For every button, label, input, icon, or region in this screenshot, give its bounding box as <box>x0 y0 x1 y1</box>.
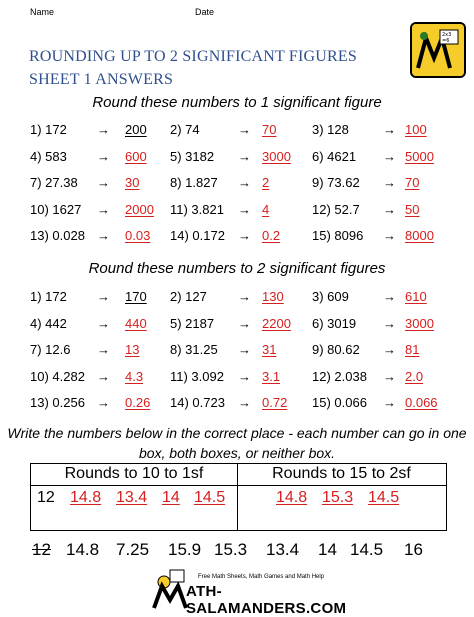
salamander-logo-icon <box>410 22 466 78</box>
question: 8) 1.827 <box>170 175 218 190</box>
question: 15) 8096 <box>312 228 364 243</box>
question: 10) 4.282 <box>30 368 85 384</box>
number-item: 14.8 <box>66 540 100 559</box>
question: 11) 3.821 <box>170 201 224 217</box>
question: 9) 80.62 <box>312 342 360 357</box>
answer: 2200 <box>262 315 291 331</box>
arrow-icon: → <box>97 201 110 217</box>
arrow-icon: → <box>238 122 251 137</box>
svg-text:=6: =6 <box>442 38 450 44</box>
arrow-icon: → <box>97 228 110 243</box>
box-left-answer: 13.4 <box>116 489 148 506</box>
answer: 70 <box>405 175 420 190</box>
answer: 0.26 <box>125 395 151 410</box>
box-right-answer: 14.8 <box>276 489 308 506</box>
arrow-icon: → <box>238 315 251 331</box>
answer: 4 <box>262 201 270 217</box>
arrow-icon: → <box>97 342 110 357</box>
answer: 8000 <box>405 228 434 243</box>
answer: 4.3 <box>125 368 144 384</box>
arrow-icon: → <box>383 148 396 164</box>
answer: 2000 <box>125 201 154 217</box>
section1-heading: Round these numbers to 1 significant figure <box>92 94 382 111</box>
question: 13) 0.256 <box>30 395 85 410</box>
answer: 3000 <box>262 148 291 164</box>
answer: 600 <box>125 148 147 164</box>
answer: 0.066 <box>405 395 438 410</box>
arrow-icon: → <box>383 342 396 357</box>
answer: 100 <box>405 122 427 137</box>
question: 4) 583 <box>30 148 67 164</box>
number-item: 13.4 <box>266 540 300 559</box>
svg-text:2x3: 2x3 <box>442 32 452 38</box>
arrow-icon: → <box>238 175 251 190</box>
question: 14) 0.723 <box>170 395 225 410</box>
answer: 0.03 <box>125 228 151 243</box>
arrow-icon: → <box>97 368 110 384</box>
question: 5) 3182 <box>170 148 215 164</box>
number-item: 15.9 <box>168 540 202 559</box>
arrow-icon: → <box>238 148 251 164</box>
box-right-answer: 14.5 <box>368 489 400 506</box>
number-item: 16 <box>404 540 423 559</box>
page-title: ROUNDING UP TO 2 SIGNIFICANT FIGURES <box>29 48 357 65</box>
box-left-answer: 14 <box>162 489 180 506</box>
question: 5) 2187 <box>170 315 215 331</box>
number-item: 7.25 <box>116 540 150 559</box>
answer: 200 <box>125 122 147 137</box>
box-left-title: Rounds to 10 to 1sf <box>64 465 204 482</box>
arrow-icon: → <box>97 148 110 164</box>
number-item: 12 <box>32 540 51 559</box>
arrow-icon: → <box>238 228 251 243</box>
footer-brand: ATH-SALAMANDERS.COM <box>186 583 347 617</box>
answer: 170 <box>125 289 147 304</box>
question: 13) 0.028 <box>30 228 85 243</box>
arrow-icon: → <box>383 315 396 331</box>
answer: 30 <box>125 175 140 190</box>
arrow-icon: → <box>383 368 396 384</box>
arrow-icon: → <box>97 289 110 304</box>
page-subtitle: SHEET 1 ANSWERS <box>29 71 174 88</box>
question: 6) 4621 <box>312 148 357 164</box>
instructions-line1: Write the numbers below in the correct place - each number can go in one <box>7 425 467 441</box>
question: 15) 0.066 <box>312 395 367 410</box>
answer: 3000 <box>405 315 434 331</box>
answer: 610 <box>405 289 427 304</box>
box-right-title: Rounds to 15 to 2sf <box>272 465 411 482</box>
question: 2) 127 <box>170 289 207 304</box>
arrow-icon: → <box>97 315 110 331</box>
number-item: 14.5 <box>350 540 384 559</box>
number-item: 14 <box>318 540 337 559</box>
answer: 3.1 <box>262 368 281 384</box>
question: 6) 3019 <box>312 315 357 331</box>
question: 2) 74 <box>170 122 200 137</box>
question: 1) 172 <box>30 289 67 304</box>
arrow-icon: → <box>238 395 251 410</box>
arrow-icon: → <box>238 368 251 384</box>
question: 12) 52.7 <box>312 201 360 217</box>
box-left-first: 12 <box>37 489 55 506</box>
box-right-answer: 15.3 <box>322 489 354 506</box>
footer-logo <box>150 568 347 617</box>
arrow-icon: → <box>238 342 251 357</box>
question: 1) 172 <box>30 122 67 137</box>
answer: 440 <box>125 315 147 331</box>
answer: 13 <box>125 342 140 357</box>
answer: 70 <box>262 122 277 137</box>
name-label: Name <box>30 7 55 17</box>
box-left-answer: 14.8 <box>70 489 102 506</box>
arrow-icon: → <box>383 228 396 243</box>
question: 14) 0.172 <box>170 228 225 243</box>
answer: 31 <box>262 342 277 357</box>
arrow-icon: → <box>383 289 396 304</box>
arrow-icon: → <box>238 201 251 217</box>
question: 4) 442 <box>30 315 67 331</box>
section2-heading: Round these numbers to 2 significant figures <box>88 260 386 277</box>
arrow-icon: → <box>238 289 251 304</box>
answer: 130 <box>262 289 284 304</box>
question: 3) 128 <box>312 122 349 137</box>
box-header-divider <box>30 485 446 486</box>
question: 7) 12.6 <box>30 342 71 357</box>
question: 3) 609 <box>312 289 349 304</box>
answer: 5000 <box>405 148 434 164</box>
number-item: 15.3 <box>214 540 248 559</box>
arrow-icon: → <box>97 175 110 190</box>
date-label: Date <box>195 7 215 17</box>
answer: 0.72 <box>262 395 288 410</box>
answer: 81 <box>405 342 420 357</box>
arrow-icon: → <box>383 122 396 137</box>
arrow-icon: → <box>383 201 396 217</box>
question: 11) 3.092 <box>170 368 224 384</box>
answer: 0.2 <box>262 228 281 243</box>
question: 7) 27.38 <box>30 175 78 190</box>
box-left-answer: 14.5 <box>194 489 226 506</box>
question: 9) 73.62 <box>312 175 360 190</box>
instructions-line2: box, both boxes, or neither box. <box>138 445 336 461</box>
question: 8) 31.25 <box>170 342 218 357</box>
answer: 2 <box>262 175 270 190</box>
footer-tagline: Free Math Sheets, Math Games and Math Help <box>198 574 325 580</box>
arrow-icon: → <box>97 122 110 137</box>
arrow-icon: → <box>97 395 110 410</box>
question: 10) 1627 <box>30 201 82 217</box>
arrow-icon: → <box>383 395 396 410</box>
answer: 50 <box>405 201 420 217</box>
arrow-icon: → <box>383 175 396 190</box>
answer: 2.0 <box>405 368 424 384</box>
question: 12) 2.038 <box>312 368 367 384</box>
